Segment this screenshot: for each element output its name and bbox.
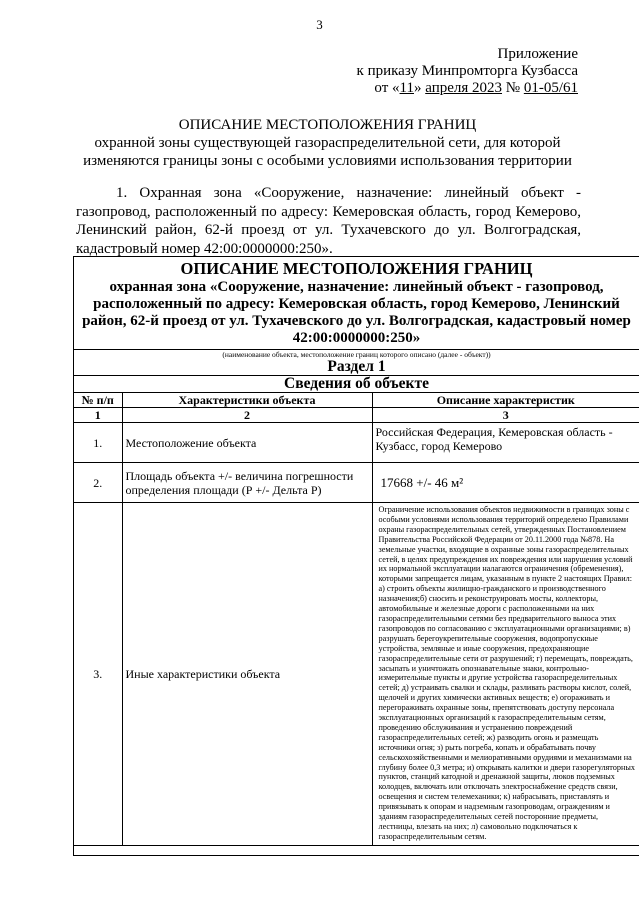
object-info-table (74, 359, 639, 846)
col-number-3: 3 (372, 408, 639, 423)
appendix-line1: Приложение (497, 46, 578, 62)
col-number-2: 2 (122, 408, 372, 423)
date-prefix: от « (374, 80, 400, 96)
form-title: ОПИСАНИЕ МЕСТОПОЛОЖЕНИЯ ГРАНИЦ (180, 259, 533, 278)
intro-paragraph (76, 184, 581, 258)
row-value: Ограничение использования объектов недвижимости в границах зоны с особыми условиями использования территорий определено Правилами охраны газораспределительных сетей, утвержденных Постановлением Правительства Российской Федерации от 20.11.2000 года №878. На земельные участки, входящие в охранные зоны газораспределительных сетей, в целях предупреждения их повреждения или нарушения условий их нормальной эксплуатации налагаются ограничения (обременения), которыми запрещается лицам, указанным в пункте 2 настоящих Правил: а) строить объекты жилищно-гражданского и производственного назначения;б) сносить и реконструировать мосты, коллекторы, автомобильные и железные дороги с расположенными на них газораспределительными сетями без предварительного выноса этих газопроводов по согласованию с эксплуатационными организациями; в) разрушать берегоукрепительные сооружения, водопропускные устройства, земляные и иные сооружения, предохраняющие газораспределительные сети от разрушений; г) перемещать, повреждать, засыпать и уничтожать опознавательные знаки, контрольно-измерительные пункты и другие устройства газораспределительных сетей; д) устраивать свалки и склады, разливать растворы кислот, солей, щелочей и других химически активных веществ; е) огораживать и перегораживать охранные зоны, препятствовать доступу персонала эксплуатационных организаций к газораспределительным сетям, проведению обслуживания и устранению повреждений газораспределительных сетей; ж) разводить огонь и размещать источники огня; з) рыть погреба, копать и обрабатывать почву сельскохозяйственными и мелиоративными орудиями и механизмами на глубину более 0,3 метра; и) открывать калитки и двери газорегуляторных пунктов, станций катодной и дренажной защиты, люков подземных колодцев, включать или отключать электроснабжение средств связи, освещения и систем телемеханики; к) набрасывать, приставлять и привязывать к опорам и надземным газопроводам, ограждениям и зданиям газораспределительных сетей посторонние предметы, лестницы, влезать на них; л) самовольно подключаться к газораспределительным сетям. (372, 503, 639, 846)
title-line2: охранной зоны существующей газораспределительной сети, для которой (94, 135, 561, 151)
header-characteristic: Характеристики объекта (122, 393, 372, 408)
appendix-line2: к приказу Минпромторга Кузбасса (356, 63, 578, 79)
row-characteristic: Площадь объекта +/- величина погрешности определения площади (Р +/- Дельта Р) (122, 463, 372, 503)
row-value: 17668 +/- 46 м² (372, 463, 639, 503)
section-label: Раздел 1 (74, 359, 639, 376)
order-number-label: № (502, 80, 524, 96)
date-mid: » (413, 80, 426, 96)
boundary-description-form (73, 256, 639, 856)
date-day: 11 (399, 80, 414, 96)
row-number: 3. (74, 503, 122, 846)
row-characteristic: Местоположение объекта (122, 423, 372, 463)
title-line1: ОПИСАНИЕ МЕСТОПОЛОЖЕНИЯ ГРАНИЦ (178, 117, 477, 133)
appendix-date-line (357, 80, 578, 97)
form-subtitle: охранная зона «Сооружение, назначение: линейный объект - газопровод, расположенный по адресу: Кемеровская область, город Кемерово, Ленинский район, 62-й проезд от ул. Тухачевского до ул. Волгоградская, кадастровый номер 42:00:0000000:250» (82, 279, 631, 346)
date-month-year: апреля 2023 (425, 80, 503, 96)
section-title: Сведения об объекте (74, 376, 639, 393)
form-header (74, 257, 639, 347)
order-number: 01-05/61 (523, 80, 578, 96)
col-number-1: 1 (74, 408, 122, 423)
header-description: Описание характеристик (372, 393, 639, 408)
intro-text: 1. Охранная зона «Сооружение, назначение: линейный объект - газопровод, расположенный по адресу: Кемеровская область, город Кемерово, Ленинский район, 62-й проезд от ул. Тухачевского до ул. Волгоградская, кадастровый номер 42:00:0000000:250». (76, 185, 581, 257)
row-number: 2. (74, 463, 122, 503)
row-number: 1. (74, 423, 122, 463)
document-title (60, 116, 595, 170)
header-number: № п/п (74, 393, 122, 408)
row-characteristic: Иные характеристики объекта (122, 503, 372, 846)
page-number: 3 (316, 17, 323, 32)
table-row (74, 463, 639, 503)
table-row (74, 503, 639, 846)
appendix-block (357, 46, 578, 97)
row-value: Российская Федерация, Кемеровская область - Кузбасс, город Кемерово (372, 423, 639, 463)
form-caption: (наименование объекта, местоположение границ которого описано (далее - объект)) (74, 349, 639, 359)
table-row (74, 423, 639, 463)
title-line3: изменяются границы зоны с особыми условиями использования территории (83, 153, 572, 169)
